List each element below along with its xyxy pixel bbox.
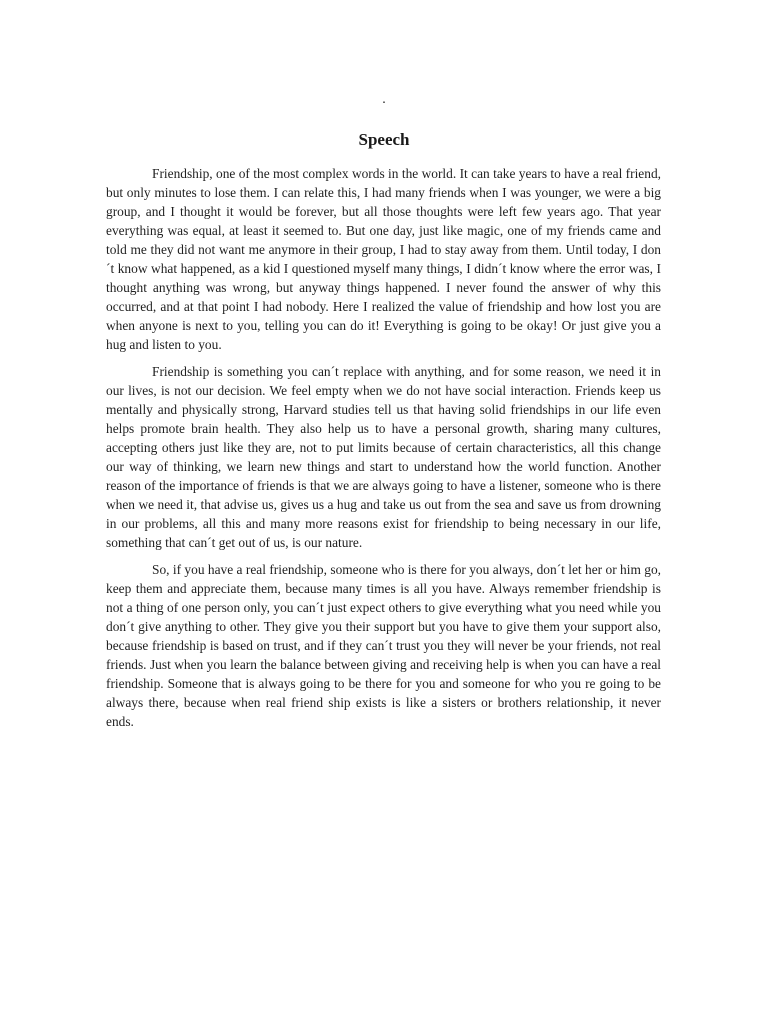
paragraph-3: So, if you have a real friendship, someone who is there for you always, don´t let her or him go, keep them and appreciate them, because many times is all you have. Always remember friendship is not a thing of one person only, you can´t just expect others to give everything what you need while you don´t give anything to other. They give you their support but you have to give them your support also, because friendship is based on trust, and if they can´t trust you they will never be your friends, not real friends. Just when you learn the balance between giving and receiving help is when you can have a real friendship. Someone that is always going to be there for you and someone for who you re going to be always there, because when real friend ship exists is like a sisters or brothers relationship, it never ends.: [106, 562, 661, 729]
page-title: Speech: [358, 130, 410, 149]
paragraph-1: Friendship, one of the most complex words in the world. It can take years to have a real friend, but only minutes to lose them. I can relate this, I had many friends when I was younger, we were a big group, and I thought it would be forever, but all those thoughts were left few years ago. That year everything was equal, at least it seemed to. But one day, just like magic, one of my friends came and told me they did not want me anymore in their group, I had to stay away from them. Until today, I don´t know what happened, as a kid I questioned myself many things, I didn´t know where the error was, I thought anything was wrong, but anyway things happened. I never found the answer of why this occurred, and at that point I had nobody. Here I realized the value of friendship and how lost you are when anyone is next to you, telling you can do it! Everything is going to be okay! Or just give you a hug and listen to you.: [106, 166, 661, 352]
document-body: [106, 164, 661, 739]
paragraph-2: Friendship is something you can´t replace with anything, and for some reason, we need it in our lives, is not our decision. We feel empty when we do not have social interaction. Friends keep us mentally and physically strong, Harvard studies tell us that having solid friendships in our life even helps promote brain health. They also help us to have a personal growth, sharing many cultures, accepting others just like they are, not to put limits because of certain characteristics, all this change our way of thinking, we learn new things and start to understand how the world function. Another reason of the importance of friends is that we are always going to have a listener, someone who is there when we need it, that advise us, gives us a hug and take us out from the sea and save us from drowning in our problems, all this and many more reasons exist for friendship to being necessary in our life, something that can´t get out of us, is our nature.: [106, 364, 661, 550]
top-mark: .: [382, 92, 386, 107]
